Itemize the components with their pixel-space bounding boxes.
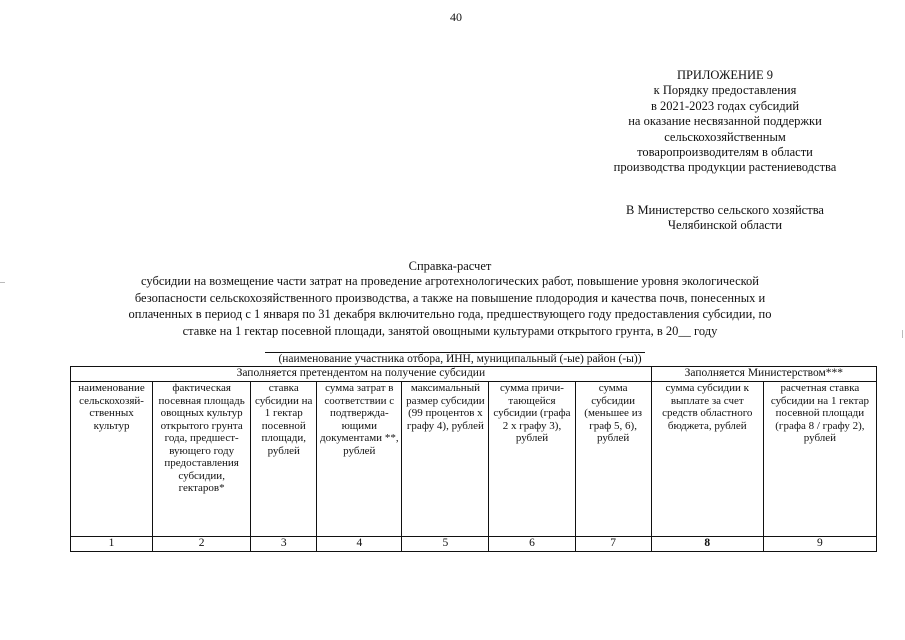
column-header: сумма субсидии (меньшее из граф 5, 6), рублей <box>575 382 651 537</box>
calculation-table <box>70 366 877 552</box>
column-header: наименование сельскохозяй-ственных культур <box>71 382 153 537</box>
subtitle-line: субсидии на возмещение части затрат на проведение агротехнологических работ, повышение уровня экологической <box>140 274 759 288</box>
table-column-header-row <box>71 382 877 537</box>
subtitle-line: оплаченных в период с 1 января по 31 декабря включительно года, предшествующего году предоставления субсидии, по <box>128 307 772 321</box>
column-number: 5 <box>402 537 489 552</box>
appendix-line: на оказание несвязанной поддержки <box>628 114 822 129</box>
fill-in-caption: (наименование участника отбора, ИНН, муниципальный (-ые) район (-ы)) <box>278 353 642 365</box>
appendix-line: производства продукции растениеводства <box>613 160 837 175</box>
column-number-row <box>71 537 877 552</box>
column-number: 7 <box>575 537 651 552</box>
subtitle-line: ставке на 1 гектар посевной площади, занятой овощными культурами открытого грунта, в 20__ году <box>182 323 718 338</box>
column-header: расчетная ставка субсидии на 1 гектар посевной площади (графа 8 / графу 2), рублей <box>763 382 876 537</box>
column-header: фактическая посевная площадь овощных культур открытого грунта года, предшест-вующего году предоставления субсидии, гектаров* <box>153 382 251 537</box>
column-number: 3 <box>251 537 317 552</box>
recipient-line: Челябинской области <box>667 218 783 233</box>
column-number: 2 <box>153 537 251 552</box>
subtitle-line: безопасности сельскохозяйственного производства, а также на повышение плодородия и качества почв, понесенных и <box>134 290 766 305</box>
document-subtitle <box>60 273 840 339</box>
column-header: сумма субсидии к выплате за счет средств областного бюджета, рублей <box>651 382 763 537</box>
column-header: сумма затрат в соответствии с подтвержда-ющими документами **, рублей <box>317 382 402 537</box>
column-number: 6 <box>489 537 575 552</box>
document-title: Справка-расчет <box>408 259 492 273</box>
appendix-line: к Порядку предоставления <box>653 83 797 98</box>
appendix-line: ПРИЛОЖЕНИЕ 9 <box>676 68 774 82</box>
recipient-line: В Министерство сельского хозяйства <box>626 203 824 217</box>
scan-edge-mark <box>902 330 903 338</box>
ministry-group-header: Заполняется Министерством*** <box>651 367 876 382</box>
scan-edge-mark <box>0 282 5 283</box>
column-number: 8 <box>651 537 763 552</box>
appendix-line: сельскохозяйственным <box>664 129 786 144</box>
column-header: максимальный размер субсидии (99 процентов х графу 4), рублей <box>402 382 489 537</box>
applicant-group-header: Заполняется претендентом на получение субсидии <box>71 367 652 382</box>
appendix-line: в 2021-2023 годах субсидий <box>650 98 800 113</box>
recipient-block <box>580 203 870 234</box>
column-header: сумма причи-тающейся субсидии (графа 2 х графу 3), рублей <box>489 382 575 537</box>
appendix-line: товаропроизводителям в области <box>637 145 813 160</box>
appendix-header <box>575 68 875 176</box>
column-number: 4 <box>317 537 402 552</box>
column-number: 9 <box>763 537 876 552</box>
table-group-header-row <box>71 367 877 382</box>
page-number: 40 <box>450 10 462 24</box>
column-number: 1 <box>71 537 153 552</box>
column-header: ставка субсидии на 1 гектар посевной площади, рублей <box>251 382 317 537</box>
